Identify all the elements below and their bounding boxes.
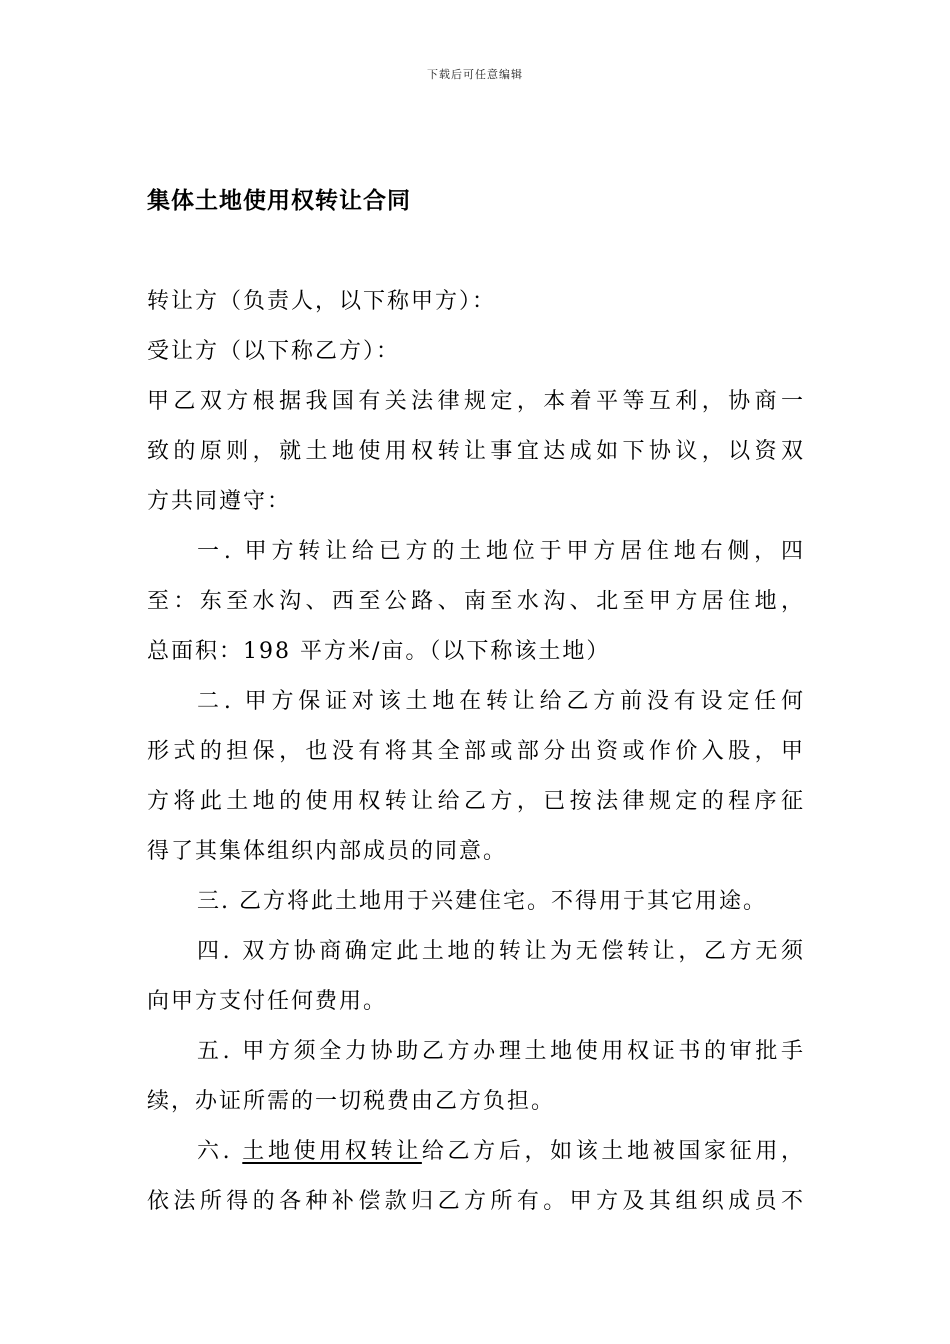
article-6-underlined-term: 土地使用权转让 — [242, 1139, 422, 1164]
preamble-line: 致的原则，就土地使用权转让事宜达成如下协议，以资双 — [147, 439, 805, 464]
document-title: 集体土地使用权转让合同 — [147, 188, 411, 214]
article-1-line: 总面积：198 平方米/亩。（以下称该土地） — [147, 639, 611, 664]
document-body — [147, 277, 805, 1227]
article-2-line: 方将此土地的使用权转让给乙方，已按法律规定的程序征 — [147, 789, 805, 814]
article-5-line: 续，办证所需的一切税费由乙方负担。 — [147, 1089, 556, 1114]
article-3-line: 三. 乙方将此土地用于兴建住宅。不得用于其它用途。 — [197, 889, 767, 914]
transferor-line: 转让方（负责人，以下称甲方）： — [147, 289, 497, 314]
article-1-line: 至：东至水沟、西至公路、南至水沟、北至甲方居住地， — [147, 589, 805, 614]
article-1-line: 一. 甲方转让给已方的土地位于甲方居住地右侧，四 — [197, 539, 805, 564]
article-6-line: 依法所得的各种补偿款归乙方所有。甲方及其组织成员不 — [147, 1189, 805, 1214]
article-6-rest: 给乙方后，如该土地被国家征用， — [421, 1139, 805, 1164]
article-2-line: 二. 甲方保证对该土地在转让给乙方前没有设定任何 — [197, 689, 805, 714]
preamble-line: 甲乙双方根据我国有关法律规定，本着平等互利，协商一 — [147, 389, 805, 414]
transferee-line: 受让方（以下称乙方）： — [147, 339, 401, 364]
article-5-line: 五. 甲方须全力协助乙方办理土地使用权证书的审批手 — [197, 1039, 805, 1064]
preamble-line: 方共同遵守： — [147, 489, 292, 514]
article-4-line: 向甲方支付任何费用。 — [147, 989, 388, 1014]
article-4-line: 四. 双方协商确定此土地的转让为无偿转让，乙方无须 — [197, 939, 805, 964]
article-2-line: 形式的担保，也没有将其全部或部分出资或作价入股，甲 — [147, 739, 805, 764]
article-2-line: 得了其集体组织内部成员的同意。 — [147, 839, 508, 864]
header-note: 下载后可任意编辑 — [427, 68, 523, 81]
article-6-line — [147, 1127, 805, 1177]
article-6-prefix: 六. — [197, 1139, 243, 1164]
